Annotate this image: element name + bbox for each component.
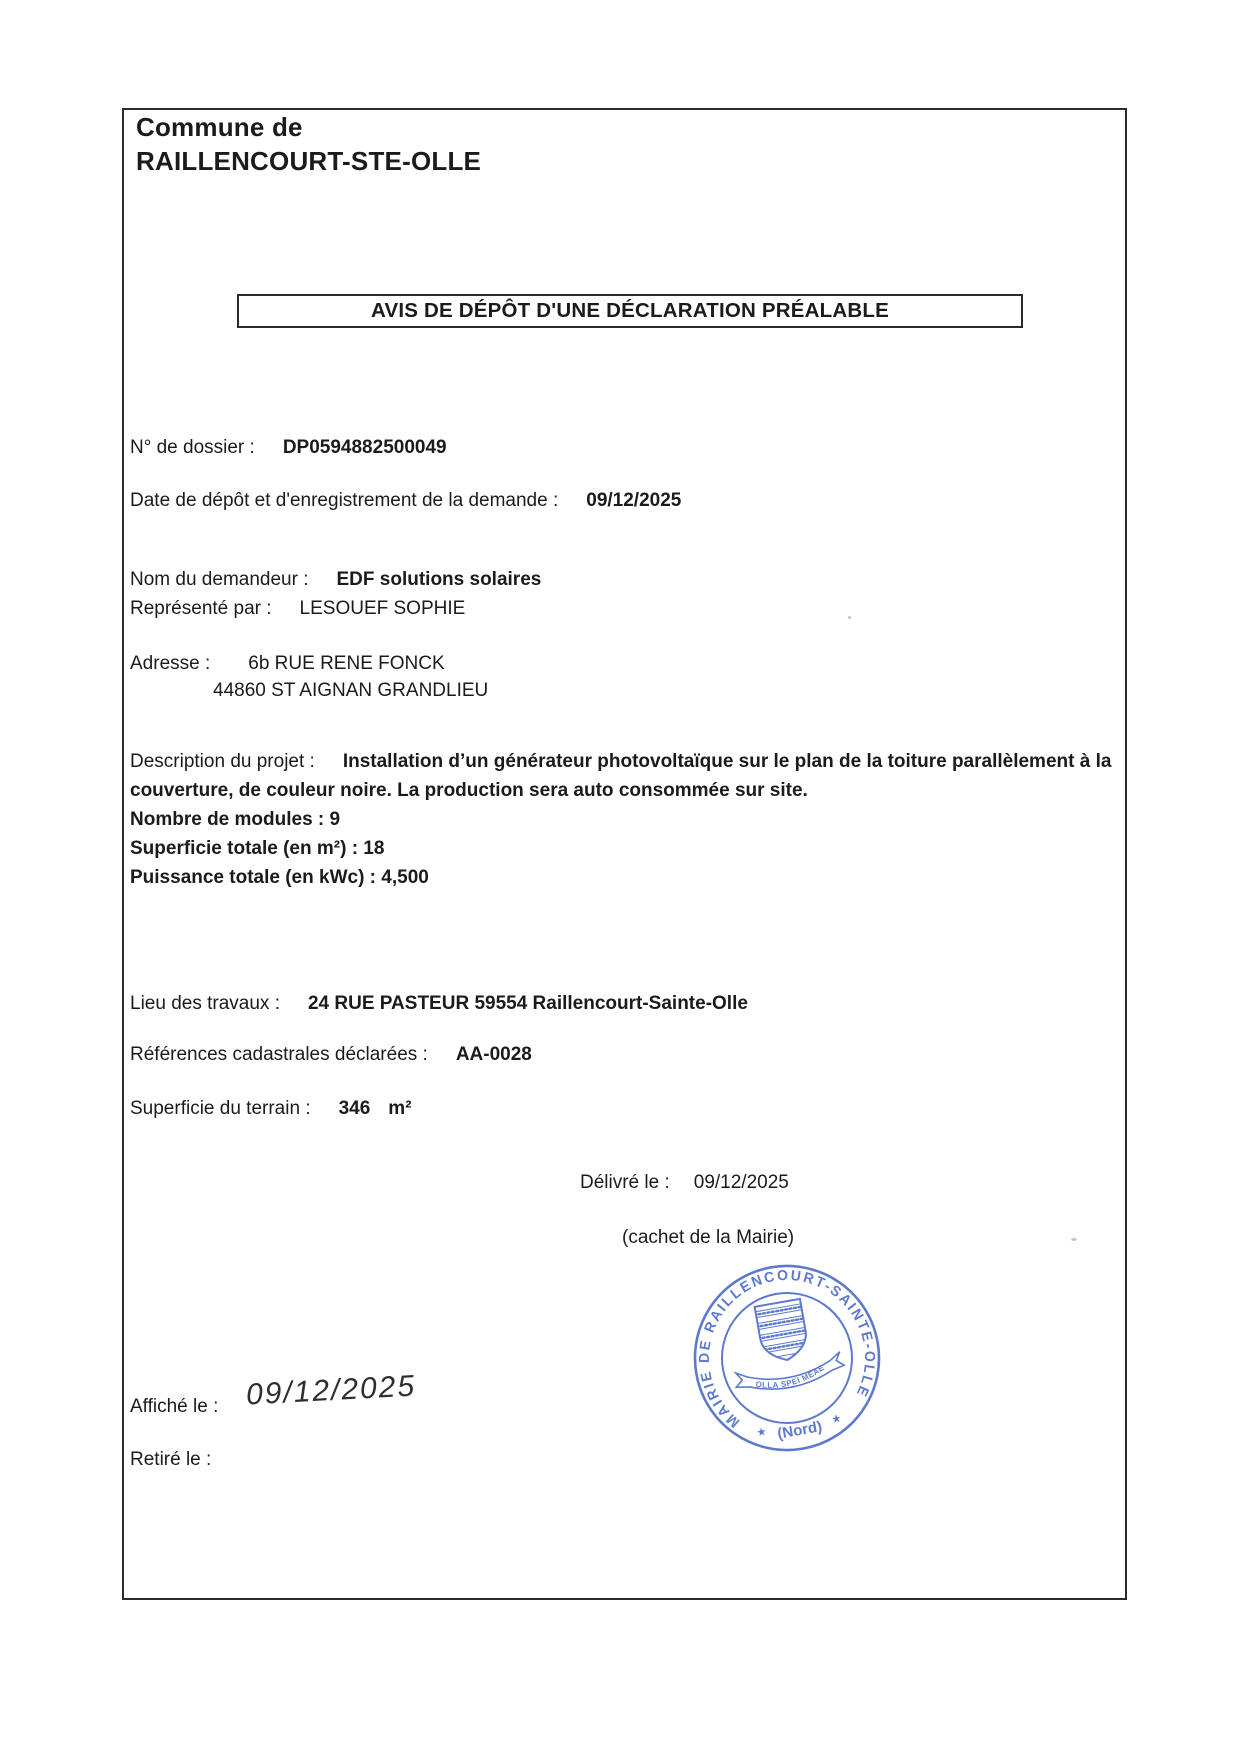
terrain-label: Superficie du terrain : — [130, 1098, 311, 1119]
affiche-handwritten-date: 09/12/2025 — [245, 1369, 417, 1412]
lieu-row — [130, 992, 748, 1016]
description-value: Installation d’un générateur photovoltaïque sur le plan de la toiture parallèlement à la couverture, de couleur noire. La production sera auto consommée sur site. — [130, 751, 1112, 801]
stamp-star-left-icon: ★ — [755, 1424, 768, 1440]
depot-label: Date de dépôt et d'enregistrement de la demande : — [130, 490, 559, 511]
delivre-label: Délivré le : — [580, 1172, 670, 1193]
document-title-box — [237, 294, 1023, 328]
dossier-value: DP0594882500049 — [282, 437, 447, 458]
demandeur-value: EDF solutions solaires — [336, 569, 542, 590]
description-block — [130, 747, 1114, 892]
stamp-nord-text: (Nord) — [776, 1418, 824, 1443]
represente-row — [130, 597, 465, 621]
retire-label: Retiré le : — [130, 1449, 212, 1470]
represente-label: Représenté par : — [130, 598, 272, 619]
document-title: AVIS DE DÉPÔT D'UNE DÉCLARATION PRÉALABLE — [370, 299, 889, 322]
affiche-label: Affiché le : — [130, 1396, 219, 1417]
depot-row — [130, 489, 681, 513]
demandeur-row — [130, 568, 541, 592]
stamp-banner-text: OLLA SPEI MEAE — [755, 1363, 827, 1390]
svg-text:MAIRIE DE RAILLENCOURT-SAINTE- — [689, 1260, 885, 1434]
cachet-note: (cachet de la Mairie) — [622, 1227, 795, 1248]
mairie-stamp — [689, 1260, 885, 1456]
commune-header — [136, 110, 481, 178]
commune-line2: RAILLENCOURT-STE-OLLE — [136, 146, 482, 176]
stamp-ring-text: MAIRIE DE RAILLENCOURT-SAINTE-OLLE — [696, 1267, 878, 1431]
adresse-row — [130, 652, 445, 676]
delivre-row — [580, 1172, 789, 1194]
modules-line: Nombre de modules : 9 — [130, 809, 341, 830]
stamp-star-right-icon: ★ — [830, 1411, 843, 1427]
description-label: Description du projet : — [130, 751, 315, 772]
terrain-value: 346 — [338, 1098, 371, 1119]
adresse-line1: 6b RUE RENE FONCK — [248, 653, 445, 674]
affiche-row — [130, 1395, 218, 1419]
retire-row — [130, 1448, 239, 1472]
demandeur-label: Nom du demandeur : — [130, 569, 309, 590]
depot-value: 09/12/2025 — [586, 490, 682, 511]
terrain-unit: m² — [388, 1098, 412, 1119]
scan-speck — [1071, 1238, 1077, 1241]
lieu-value: 24 RUE PASTEUR 59554 Raillencourt-Sainte-Olle — [307, 993, 748, 1014]
commune-line1: Commune de — [136, 112, 303, 142]
cadastre-row — [130, 1043, 532, 1067]
cadastre-label: Références cadastrales déclarées : — [130, 1044, 428, 1065]
stamp-texts — [689, 1260, 885, 1454]
adresse-line2: 44860 ST AIGNAN GRANDLIEU — [213, 680, 489, 701]
scan-speck — [848, 616, 851, 619]
dossier-row — [130, 436, 447, 460]
terrain-row — [130, 1097, 412, 1121]
lieu-label: Lieu des travaux : — [130, 993, 280, 1014]
adresse-label: Adresse : — [130, 653, 211, 674]
dossier-label: N° de dossier : — [130, 437, 255, 458]
puissance-line: Puissance totale (en kWc) : 4,500 — [130, 867, 429, 888]
cadastre-value: AA-0028 — [455, 1044, 532, 1065]
superficie-totale-line: Superficie totale (en m²) : 18 — [130, 838, 385, 859]
delivre-value: 09/12/2025 — [693, 1172, 789, 1193]
represente-value: LESOUEF SOPHIE — [299, 598, 466, 619]
